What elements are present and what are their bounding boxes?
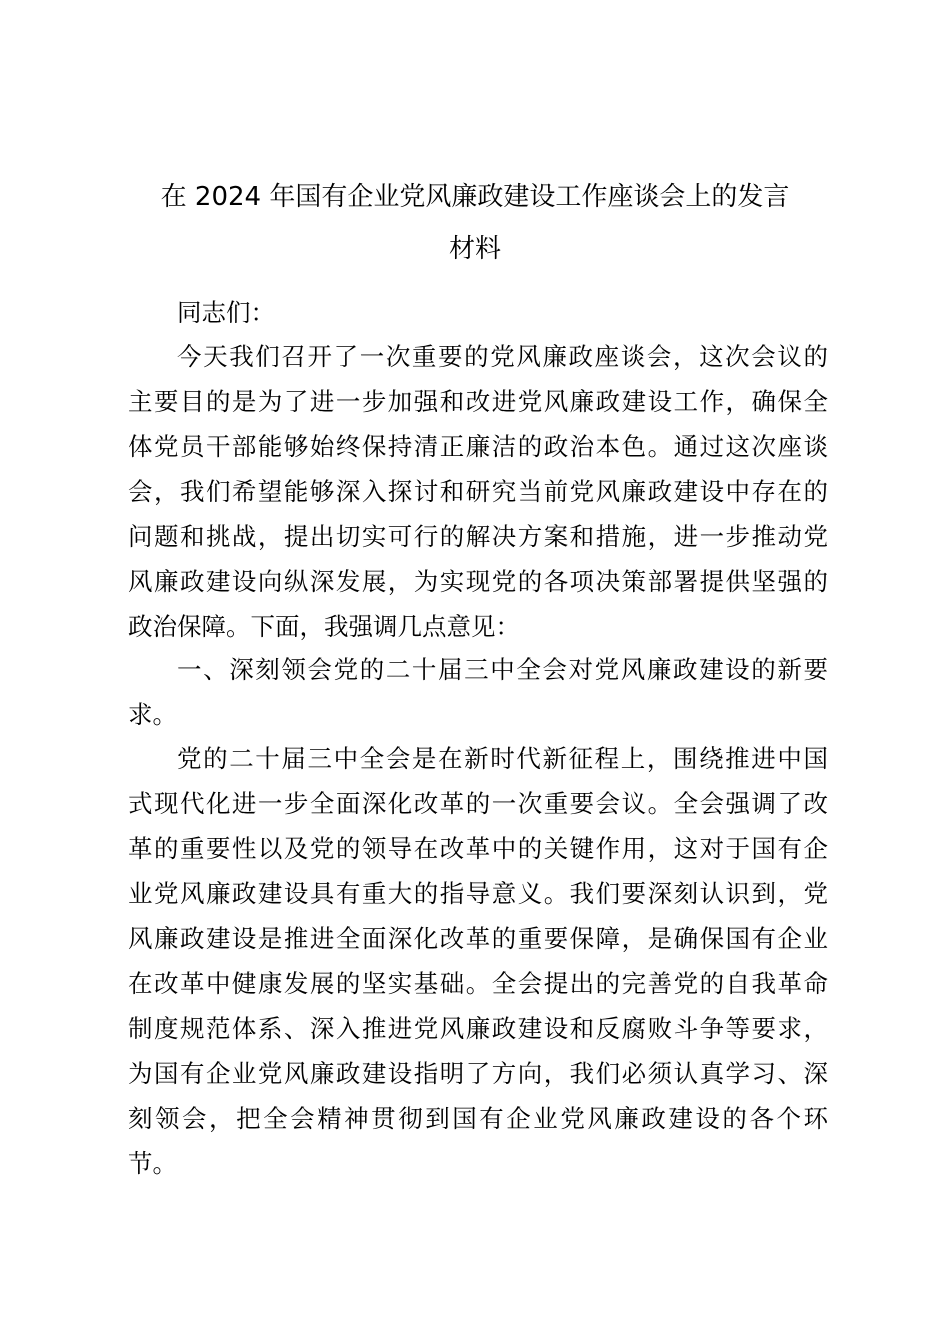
section-heading-line-1: 一、深刻领会党的二十届三中全会对党风廉政建设的新要 [177, 655, 828, 684]
paragraph-1-line-2: 主要目的是为了进一步加强和改进党风廉政建设工作，确保全 [128, 387, 828, 416]
paragraph-1-line-7: 政治保障。下面，我强调几点意见： [128, 612, 520, 641]
paragraph-3-line-7: 制度规范体系、深入推进党风廉政建设和反腐败斗争等要求， [128, 1014, 828, 1043]
paragraph-1-line-5: 问题和挑战，提出切实可行的解决方案和措施，进一步推动党 [128, 522, 828, 551]
paragraph-1-line-3: 体党员干部能够始终保持清正廉洁的政治本色。通过这次座谈 [128, 432, 828, 461]
section-heading-line-2: 求。 [128, 700, 177, 729]
paragraph-3-line-9: 刻领会，把全会精神贯彻到国有企业党风廉政建设的各个环 [128, 1104, 828, 1133]
paragraph-3-line-8: 为国有企业党风廉政建设指明了方向，我们必须认真学习、深 [128, 1059, 828, 1088]
salutation: 同志们： [177, 298, 275, 327]
paragraph-3-line-10: 节。 [128, 1149, 177, 1178]
paragraph-1-line-4: 会，我们希望能够深入探讨和研究当前党风廉政建设中存在的 [128, 477, 828, 506]
document-title-line-2: 材料 [448, 234, 501, 264]
paragraph-3-line-2: 式现代化进一步全面深化改革的一次重要会议。全会强调了改 [128, 789, 828, 818]
paragraph-1-line-6: 风廉政建设向纵深发展，为实现党的各项决策部署提供坚强的 [128, 567, 828, 596]
document-title-line-1: 在 2024 年国有企业党风廉政建设工作座谈会上的发言 [160, 182, 790, 212]
paragraph-3-line-4: 业党风廉政建设具有重大的指导意义。我们要深刻认识到，党 [128, 879, 828, 908]
paragraph-3-line-5: 风廉政建设是推进全面深化改革的重要保障，是确保国有企业 [128, 924, 828, 953]
paragraph-3-line-1: 党的二十届三中全会是在新时代新征程上，围绕推进中国 [177, 744, 828, 773]
paragraph-1-line-1: 今天我们召开了一次重要的党风廉政座谈会，这次会议的 [177, 342, 828, 371]
paragraph-3-line-3: 革的重要性以及党的领导在改革中的关键作用，这对于国有企 [128, 834, 828, 863]
paragraph-3-line-6: 在改革中健康发展的坚实基础。全会提出的完善党的自我革命 [128, 969, 828, 998]
